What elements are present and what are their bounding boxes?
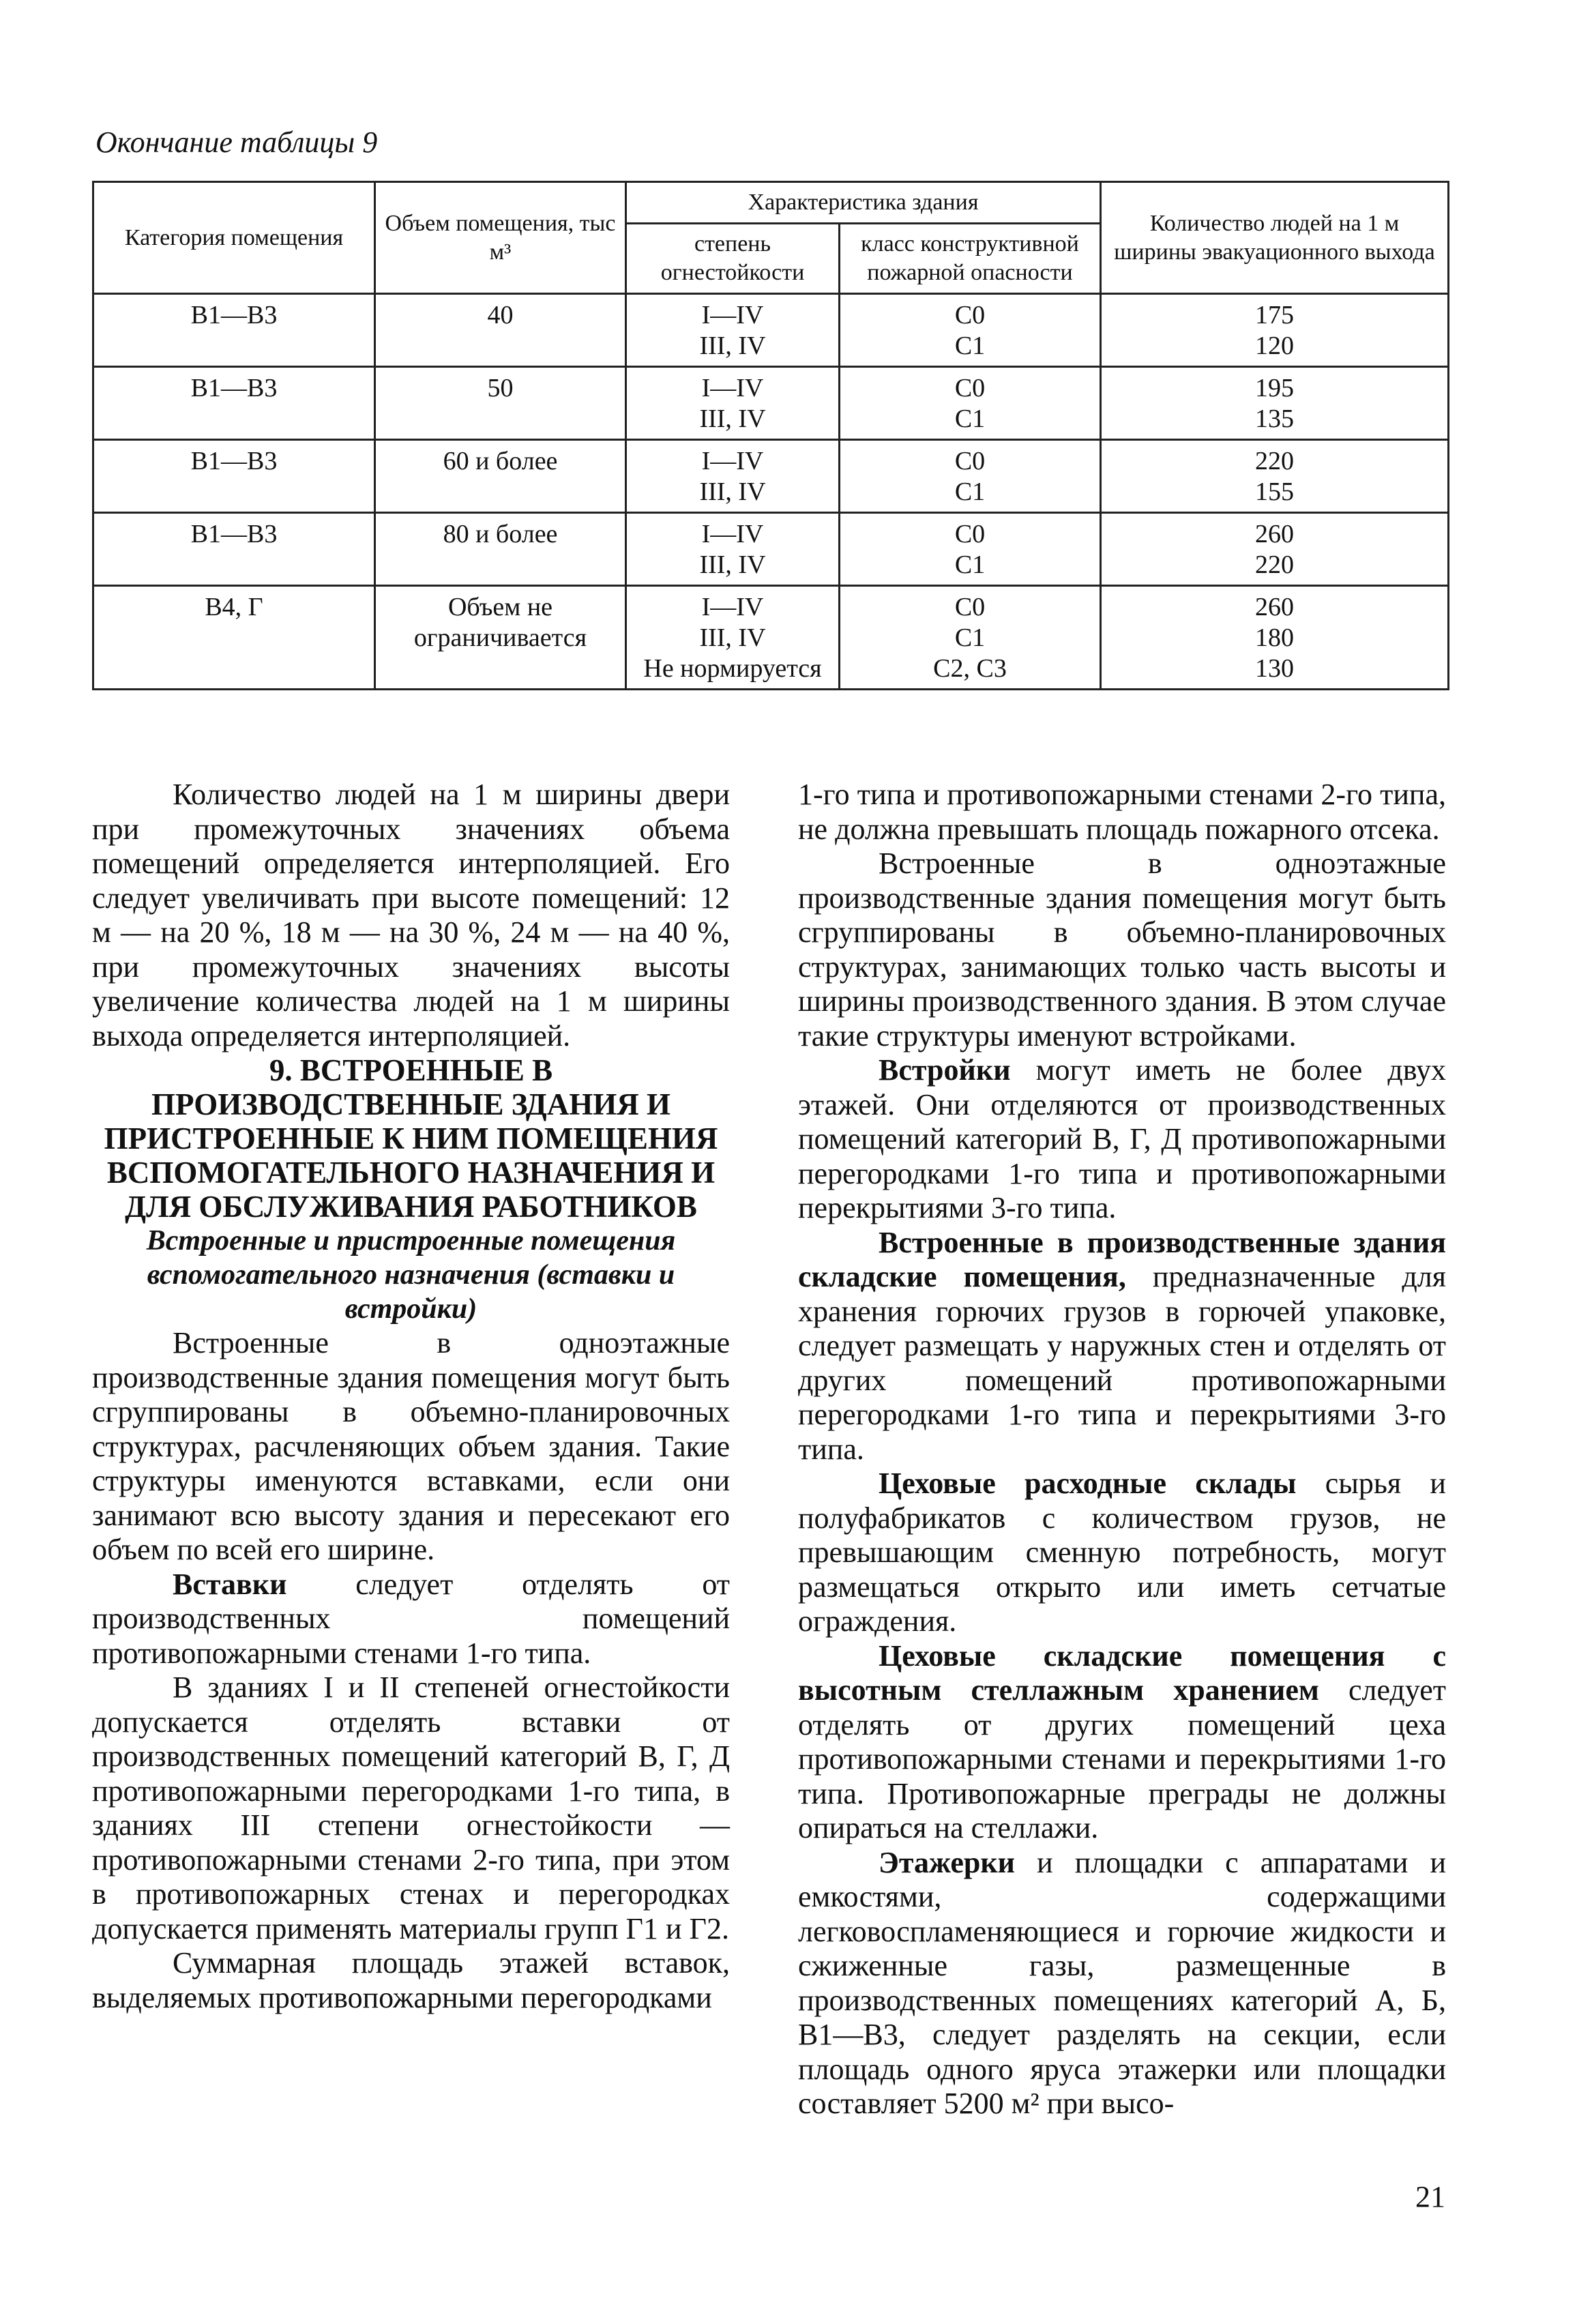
header-construct-class: класс конструктивной пожарной опасности [840,224,1101,294]
cell-degree-line: I—IV [701,301,764,329]
cell-people-line: 175 [1255,301,1294,329]
paragraph [798,1846,1446,2121]
cell-degree-line: III, IV [699,550,766,579]
bold-term: Цеховые расходные склады [879,1467,1297,1500]
bold-term: Встроенные в производственные здания складские помещения, [798,1225,1446,1293]
bold-term: Вставки [173,1567,287,1601]
cell-class-line: С0 [954,374,986,402]
cell-class-line: С1 [954,477,986,506]
cell-people-line: 135 [1255,405,1294,433]
paragraph-text: следует отделять от производственных помещений противопожарными стенами 1-го типа. [92,1567,730,1670]
cell-class-line: С0 [954,520,986,548]
cell-people-line: 260 [1255,520,1294,548]
paragraph-text: следует отделять от других помещений цеха противопожарными стенами и перекрытиями 1-го типа. Противопожарные преграды не должны опираться на стеллажи. [798,1673,1446,1844]
header-fire-resistance: степень огнестойкости [626,224,840,294]
cell-class-line: С1 [954,623,986,652]
cell-category: В1—В3 [93,440,375,513]
cell-volume: Объем не ограничивается [375,586,626,690]
cell-degree-line: I—IV [701,447,764,475]
cell-people-line: 120 [1255,332,1294,360]
cell-people-line: 195 [1255,374,1294,402]
header-category: Категория помещения [93,182,375,294]
paragraph [798,1053,1446,1226]
cell-degree-line: III, IV [699,477,766,506]
subheading: Встроенные и пристроенные помещения вспомогательного назначения (вставки и встройки) [146,1225,676,1325]
paragraph: Суммарная площадь этажей вставок, выделяемых противопожарными перегородками [92,1946,730,2014]
cell-degree [626,440,840,513]
cell-volume: 60 и более [375,440,626,513]
cell-class [840,586,1101,690]
paragraph: Количество людей на 1 м ширины двери при промежуточных значениях объема помещений определяется интерполяцией. Его следует увеличивать при высоте помещений: 12 м — на 20 %, 18 м — на 30 %, 24 м — на 40 %, при промежуточных значениях высоты увеличение количества людей на 1 м ширины выхода определяется интерполяцией. [92,778,730,1053]
cell-degree [626,367,840,440]
cell-class-line: С1 [954,405,986,433]
cell-people [1101,513,1449,586]
paragraph [798,1226,1446,1467]
cell-category: В1—В3 [93,294,375,367]
cell-people-line: 260 [1255,593,1294,621]
cell-volume: 50 [375,367,626,440]
cell-class [840,294,1101,367]
cell-people-line: 220 [1255,447,1294,475]
cell-people-line: 130 [1255,654,1294,683]
cell-volume: 40 [375,294,626,367]
table-row [93,586,1449,690]
left-column [92,778,730,2015]
paragraph-text: могут иметь не более двух этажей. Они отделяются от производственных помещений категорий В, Г, Д противопожарными перегородками 1-го типа и противопожарными перекрытиями 3-го типа. [798,1053,1446,1224]
cell-people-line: 220 [1255,550,1294,579]
cell-degree-line: III, IV [699,405,766,433]
cell-degree [626,513,840,586]
section-heading: 9. ВСТРОЕННЫЕ В ПРОИЗВОДСТВЕННЫЕ ЗДАНИЯ И ПРИСТРОЕННЫЕ К НИМ ПОМЕЩЕНИЯ ВСПОМОГАТЕЛЬНОГО НАЗНАЧЕНИЯ И ДЛЯ ОБСЛУЖИВАНИЯ РАБОТНИКОВ [104,1053,718,1224]
paragraph-text: и площадки с аппаратами и емкостями, содержащими легковоспламеняющиеся и горючие жидкости и сжиженные газы, размещенные в производственных помещениях категорий А, Б, В1—В3, следует разделять на секции, если площадь одного яруса этажерки или площадки составляет 5200 м² при высо- [798,1845,1446,2120]
paragraph: Встроенные в одноэтажные производственные здания помещения могут быть сгруппированы в объемно-планировочных структурах, занимающих только часть высоты и ширины производственного здания. В этом случае такие структуры именуют встройками. [798,847,1446,1053]
cell-volume: 80 и более [375,513,626,586]
paragraph: 1-го типа и противопожарными стенами 2-го типа, не должна превышать площадь пожарного отсека. [798,778,1446,846]
paragraph [92,1568,730,1671]
cell-class-line: С1 [954,332,986,360]
page-number: 21 [1415,2180,1445,2213]
cell-class-line: С1 [954,550,986,579]
right-column [798,778,1446,2121]
cell-degree-line: III, IV [699,332,766,360]
bold-term: Встройки [879,1053,1011,1087]
paragraph: Встроенные в одноэтажные производственные здания помещения могут быть сгруппированы в объемно-планировочных структурах, расчленяющих объем здания. Такие структуры именуются вставками, если они занимают всю высоту здания и пересекают его объем по всей его ширине. [92,1326,730,1566]
paragraph: В зданиях I и II степеней огнестойкости допускается отделять вставки от производственных помещений категорий В, Г, Д противопожарными перегородками 1-го типа, в зданиях III степени огнестойкости — противопожарными стенами 2-го типа, при этом в противопожарных стенах и перегородках допускается применять материалы групп Г1 и Г2. [92,1671,730,1945]
cell-people [1101,294,1449,367]
cell-degree-line: III, IV [699,623,766,652]
header-people: Количество людей на 1 м ширины эвакуационного выхода [1101,182,1449,294]
cell-degree-line: Не нормируется [643,654,822,683]
table-row [93,513,1449,586]
cell-degree [626,586,840,690]
paragraph [798,1639,1446,1846]
cell-degree [626,294,840,367]
cell-category: В1—В3 [93,513,375,586]
cell-degree-line: I—IV [701,374,764,402]
table-row [93,367,1449,440]
paragraph [798,1467,1446,1639]
table-row [93,440,1449,513]
cell-degree-line: I—IV [701,520,764,548]
cell-people [1101,367,1449,440]
bold-term: Этажерки [879,1845,1016,1879]
cell-class-line: С0 [954,447,986,475]
cell-degree-line: I—IV [701,593,764,621]
cell-class-line: С0 [954,301,986,329]
cell-category: В1—В3 [93,367,375,440]
cell-class [840,367,1101,440]
cell-people [1101,440,1449,513]
cell-class [840,440,1101,513]
cell-people-line: 155 [1255,477,1294,506]
table-9 [92,181,1449,690]
table-caption: Окончание таблицы 9 [95,126,378,159]
paragraph-text: предназначенные для хранения горючих грузов в горючей упаковке, следует размещать у наружных стен и отделять от других помещений противопожарными перегородками 1-го типа и перекрытиями 3-го типа. [798,1260,1446,1466]
table-row [93,294,1449,367]
cell-class-line: С0 [954,593,986,621]
cell-people [1101,586,1449,690]
cell-category: В4, Г [93,586,375,690]
cell-class [840,513,1101,586]
paragraph-text: сырья и полуфабрикатов с количеством грузов, не превышающим сменную потребность, могут размещаться открыто или иметь сетчатые ограждения. [798,1467,1446,1638]
header-volume: Объем помещения, тыс м³ [375,182,626,294]
cell-people-line: 180 [1255,623,1294,652]
bold-term: Цеховые складские помещения с высотным стеллажным хранением [798,1638,1446,1707]
cell-class-line: С2, С3 [933,654,1007,683]
header-building: Характеристика здания [626,182,1101,224]
